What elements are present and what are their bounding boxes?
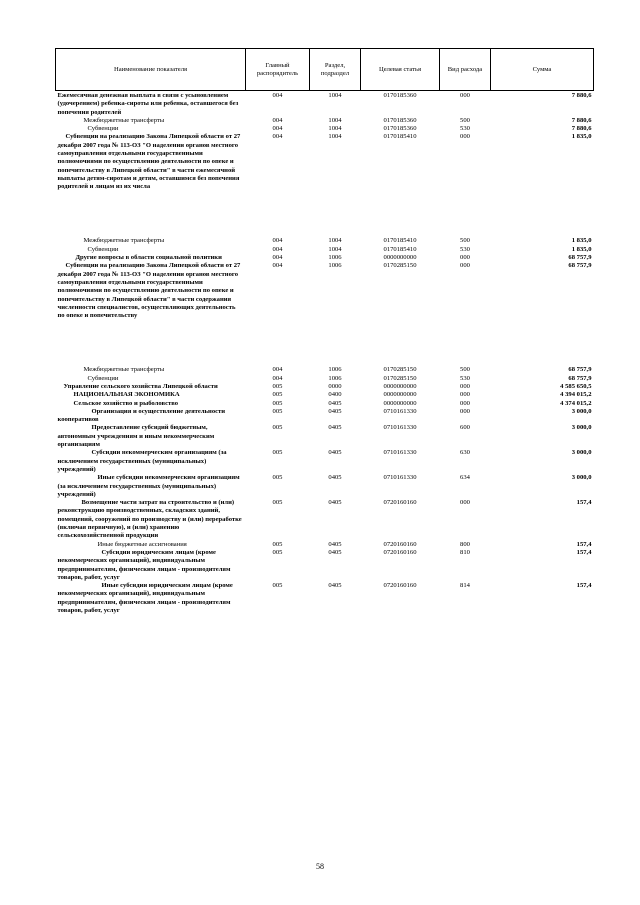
- row-sum: 68 757,9: [568, 374, 592, 382]
- row-sum: 4 374 015,2: [560, 399, 592, 407]
- table-row: [56, 125, 594, 133]
- row-type: 530: [460, 374, 470, 382]
- row-name: Иные субсидии юридическим лицам (кроме некоммерческих организаций), индивидуальным предпринимателям, физическим лицам - производителям товаров, работ, услуг: [57, 582, 233, 614]
- row-article: 0720160160: [383, 548, 417, 556]
- row-section: 0405: [328, 424, 342, 432]
- row-article: 0000000000: [383, 382, 417, 390]
- row-section: 1004: [328, 116, 342, 124]
- row-section: 0405: [328, 548, 342, 556]
- row-type: 530: [460, 125, 470, 133]
- row-admin: 005: [272, 499, 283, 507]
- row-sum: 68 757,9: [568, 262, 592, 270]
- row-name: Субсидии некоммерческим организациям (за исключением государственных (муниципальных) учреждений): [57, 449, 227, 473]
- header-type: Вид расхода: [440, 49, 491, 91]
- row-sum: 68 757,9: [568, 254, 592, 262]
- row-sum: 7 880,6: [571, 92, 592, 99]
- table-row: [56, 237, 594, 245]
- row-name: Межбюджетные трансферты: [83, 366, 165, 374]
- row-article: 0170185360: [383, 92, 417, 99]
- row-article: 0170185410: [383, 245, 417, 253]
- row-admin: 004: [272, 116, 283, 124]
- table-row: [56, 91, 594, 117]
- row-section: 0405: [328, 499, 342, 507]
- row-type: 634: [460, 474, 470, 482]
- row-name: Субвенции на реализацию Закона Липецкой области от 27 декабря 2007 года № 113-ОЗ "О наделении органов местного самоуправления отдельными государственными полномочиями по осуществлению деятельности по опеке и попечительству в Липецкой области" в части содержания численности специалистов, осуществляющих деятельность по опеке и попечительству: [57, 262, 241, 320]
- row-article: 0000000000: [383, 254, 417, 262]
- row-name: Другие вопросы в области социальной политики: [75, 254, 222, 262]
- row-section: 0405: [328, 449, 342, 457]
- row-sum: 3 000,0: [571, 449, 592, 457]
- row-name: Предоставление субсидий бюджетным, автономным учреждениям и иным некоммерческим организациям: [57, 424, 215, 449]
- row-admin: 004: [272, 374, 283, 382]
- row-sum: 157,4: [576, 548, 592, 556]
- row-sum: 3 000,0: [571, 474, 592, 482]
- table-row: [56, 391, 594, 399]
- row-name: Субсидии юридическим лицам (кроме некоммерческих организаций), индивидуальным предпринимателям, физическим лицам - производителям товаров, работ, услуг: [57, 548, 231, 581]
- row-article: 0170185360: [383, 125, 417, 133]
- row-admin: 005: [272, 582, 283, 590]
- row-sum: 1 835,0: [571, 133, 592, 141]
- row-admin: 005: [272, 474, 283, 482]
- table-row: [56, 474, 594, 499]
- row-type: 000: [460, 399, 470, 407]
- table-body: [56, 91, 594, 616]
- row-article: 0170185360: [383, 116, 417, 124]
- row-section: 0405: [328, 474, 342, 482]
- row-sum: 157,4: [576, 540, 592, 548]
- page-number: 58: [316, 862, 324, 871]
- row-type: 500: [460, 116, 470, 124]
- row-sum: 3 000,0: [571, 407, 592, 415]
- row-section: 1006: [328, 254, 342, 262]
- row-section: 1004: [328, 133, 342, 141]
- table-row: [56, 366, 594, 374]
- row-section: 0405: [328, 407, 342, 415]
- table-row: [56, 133, 594, 237]
- row-admin: 004: [272, 133, 283, 141]
- row-section: 1006: [328, 262, 342, 270]
- row-name: Иные субсидии некоммерческим организациям (за исключением государственных (муниципальных) учреждений): [57, 474, 240, 498]
- table-row: [56, 582, 594, 615]
- row-admin: 005: [272, 391, 283, 399]
- row-section: 1006: [328, 366, 342, 374]
- row-type: 500: [460, 366, 470, 374]
- row-article: 0710161330: [383, 407, 417, 415]
- row-type: 000: [460, 391, 470, 399]
- row-admin: 005: [272, 540, 283, 548]
- row-name: Управление сельского хозяйства Липецкой области: [63, 382, 218, 390]
- row-section: 1006: [328, 374, 342, 382]
- table-row: [56, 541, 594, 549]
- row-article: 0710161330: [383, 449, 417, 457]
- row-article: 0000000000: [383, 399, 417, 407]
- row-admin: 005: [272, 399, 283, 407]
- row-admin: 005: [272, 424, 283, 432]
- row-section: 1004: [328, 237, 342, 245]
- row-type: 800: [460, 540, 470, 548]
- row-article: 0170185410: [383, 133, 417, 141]
- row-sum: 3 000,0: [571, 424, 592, 432]
- row-type: 000: [460, 262, 470, 270]
- row-sum: 157,4: [576, 582, 592, 590]
- table-row: [56, 262, 594, 366]
- row-sum: 7 880,6: [571, 125, 592, 133]
- row-section: 0405: [328, 540, 342, 548]
- row-type: 000: [460, 407, 470, 415]
- row-section: 1004: [328, 125, 342, 133]
- row-type: 600: [460, 424, 470, 432]
- row-name: Иные бюджетные ассигнования: [97, 540, 187, 548]
- row-sum: 1 835,0: [571, 245, 592, 253]
- row-admin: 004: [272, 237, 283, 245]
- row-type: 810: [460, 548, 470, 556]
- row-admin: 005: [272, 449, 283, 457]
- row-article: 0170185410: [383, 237, 417, 245]
- row-section: 1004: [328, 92, 342, 99]
- header-admin: Главный распорядитель: [246, 49, 310, 91]
- row-name: Ежемесячная денежная выплата в связи с усыновлением (удочерением) ребенка-сироты или ребенка, оставшегося без попечения родителей: [57, 92, 239, 116]
- row-name: Субвенции: [87, 245, 119, 253]
- header-sum: Сумма: [491, 49, 594, 91]
- row-admin: 005: [272, 548, 283, 556]
- table-row: [56, 499, 594, 540]
- row-type: 000: [460, 382, 470, 390]
- table-header: [56, 49, 594, 91]
- row-name: Сельское хозяйство и рыболовство: [73, 399, 179, 407]
- table-row: [56, 117, 594, 125]
- row-article: 0720160160: [383, 582, 417, 590]
- table-row: [56, 408, 594, 425]
- row-type: 000: [460, 254, 470, 262]
- row-section: 0405: [328, 399, 342, 407]
- row-name: Субвенции на реализацию Закона Липецкой области от 27 декабря 2007 года № 113-ОЗ "О наделении органов местного самоуправления отдельными государственными полномочиями по осуществлению деятельности по опеке и попечительству в Липецкой области" в части ежемесячной выплаты детям-сиротам и детям, оставшимся без попечения родителей и лицам из их числа: [57, 133, 241, 191]
- row-admin: 004: [272, 92, 283, 99]
- row-article: 0710161330: [383, 474, 417, 482]
- row-name: Межбюджетные трансферты: [83, 237, 165, 245]
- row-name: Субвенции: [87, 374, 119, 382]
- table-row: [56, 246, 594, 254]
- row-name: Возмещение части затрат на строительство и (или) реконструкцию производственных, складских зданий, помещений, сооружений по производству и (или) переработке (включая первичную), и (или) хранению сельскохозяйственной продукции: [57, 499, 242, 540]
- row-section: 0000: [328, 382, 342, 390]
- row-article: 0170285150: [383, 262, 417, 270]
- row-sum: 1 835,0: [571, 237, 592, 245]
- table-row: [56, 254, 594, 262]
- row-section: 0405: [328, 582, 342, 590]
- row-section: 1004: [328, 245, 342, 253]
- row-admin: 005: [272, 407, 283, 415]
- budget-table: [55, 48, 594, 615]
- row-type: 530: [460, 245, 470, 253]
- row-admin: 004: [272, 245, 283, 253]
- row-type: 000: [460, 92, 470, 99]
- row-article: 0170285150: [383, 374, 417, 382]
- row-article: 0710161330: [383, 424, 417, 432]
- row-article: 0000000000: [383, 391, 417, 399]
- row-name: Субвенции: [87, 125, 119, 133]
- row-type: 000: [460, 499, 470, 507]
- table-row: [56, 424, 594, 449]
- row-section: 0400: [328, 391, 342, 399]
- row-sum: 4 394 015,2: [560, 391, 592, 399]
- row-admin: 005: [272, 382, 283, 390]
- header-name: Наименование показателя: [56, 49, 246, 91]
- row-article: 0170285150: [383, 366, 417, 374]
- table-row: [56, 383, 594, 391]
- row-name: НАЦИОНАЛЬНАЯ ЭКОНОМИКА: [73, 391, 180, 399]
- header-article: Целевая статья: [361, 49, 440, 91]
- table-row: [56, 449, 594, 474]
- row-type: 630: [460, 449, 470, 457]
- row-name: Межбюджетные трансферты: [83, 116, 165, 124]
- row-type: 500: [460, 237, 470, 245]
- row-sum: 4 585 650,5: [560, 382, 592, 390]
- row-admin: 004: [272, 125, 283, 133]
- row-admin: 004: [272, 262, 283, 270]
- row-sum: 68 757,9: [568, 366, 592, 374]
- row-name: Организация и осуществление деятельности кооперативов: [57, 407, 226, 424]
- header-section: Раздел, подраздел: [310, 49, 361, 91]
- row-admin: 004: [272, 366, 283, 374]
- table-row: [56, 400, 594, 408]
- row-sum: 7 880,6: [571, 116, 592, 124]
- row-type: 000: [460, 133, 470, 141]
- row-admin: 004: [272, 254, 283, 262]
- row-sum: 157,4: [576, 499, 592, 507]
- row-article: 0720160160: [383, 499, 417, 507]
- table-row: [56, 375, 594, 383]
- table-row: [56, 549, 594, 582]
- row-article: 0720160160: [383, 540, 417, 548]
- row-type: 814: [460, 582, 470, 590]
